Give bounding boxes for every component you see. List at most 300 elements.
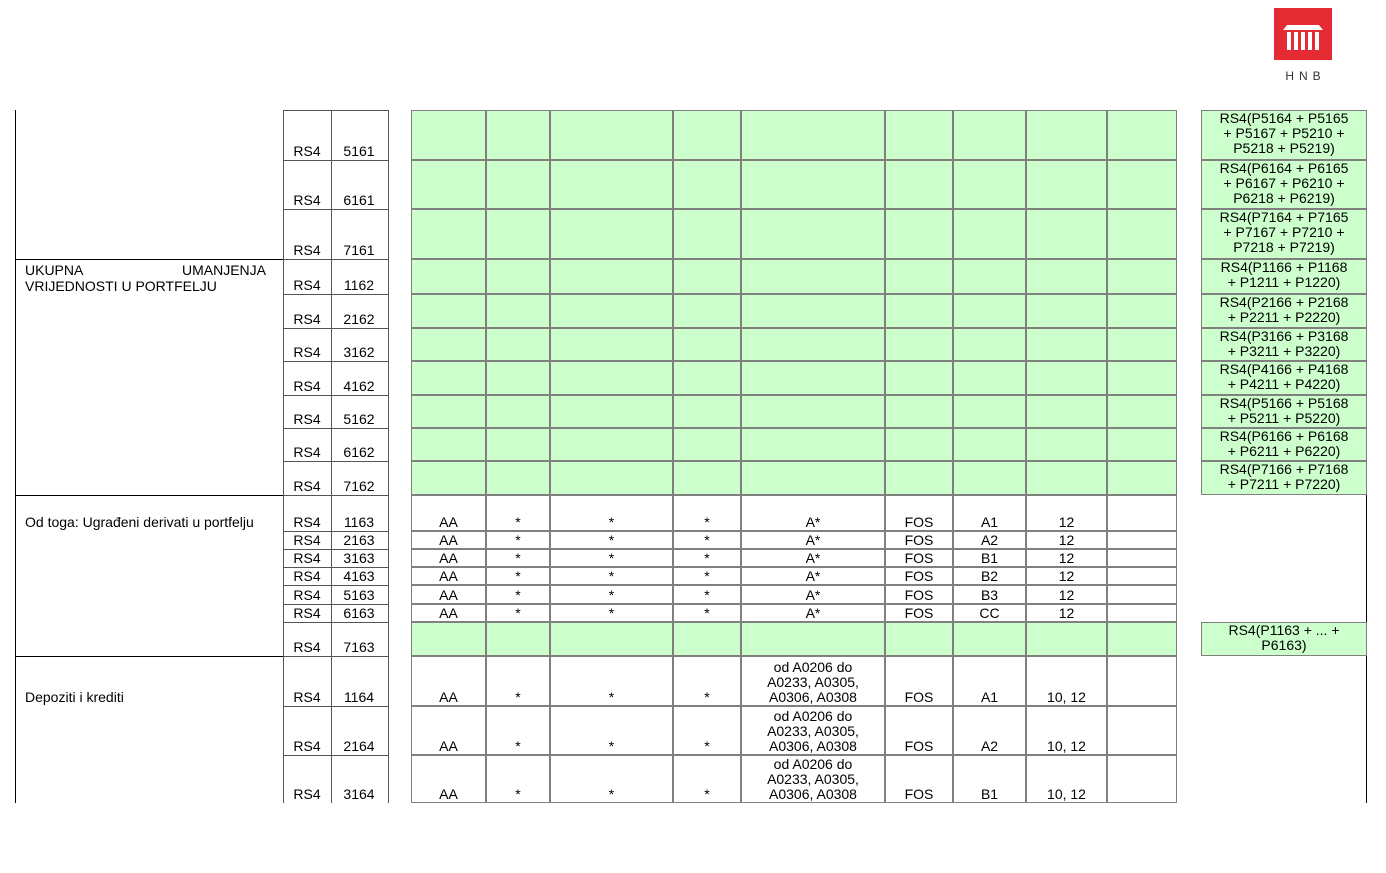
table-cell <box>741 656 885 706</box>
table-cell <box>953 209 1026 259</box>
formula-cell <box>1201 428 1367 461</box>
row-divider <box>283 209 388 210</box>
row-position-code: 3163 <box>343 550 375 566</box>
table-cell <box>411 428 486 461</box>
table-cell <box>953 328 1026 361</box>
table-cell <box>953 567 1026 585</box>
cell-value: A2 <box>980 738 999 754</box>
table-cell <box>885 706 953 755</box>
cell-value: * <box>608 689 615 705</box>
cell-value: A* <box>805 605 821 621</box>
row-rs-code: RS4 <box>293 689 321 705</box>
cell-value: * <box>704 532 710 548</box>
cell-value: AA <box>439 514 458 530</box>
row-rs-code: RS4 <box>293 277 321 293</box>
formula-text: RS4(P3166 + P3168 + P3211 + P3220) <box>1219 328 1349 359</box>
table-cell <box>486 585 550 604</box>
cell-value: * <box>704 738 710 754</box>
table-cell <box>411 567 486 585</box>
table-cell <box>550 531 673 549</box>
cell-value: * <box>704 568 710 584</box>
table-cell <box>741 495 885 531</box>
table-cell <box>741 461 885 495</box>
row-rs-code: RS4 <box>293 550 321 566</box>
table-cell <box>1026 160 1107 209</box>
table-cell <box>673 755 741 803</box>
table-cell <box>885 604 953 622</box>
formula-cell <box>1201 361 1367 395</box>
section-label: Od toga: Ugrađeni derivati u portfelju <box>25 514 254 530</box>
table-cell <box>550 294 673 328</box>
table-cell <box>673 585 741 604</box>
row-position-code: 4162 <box>343 378 375 394</box>
formula-cell <box>1201 328 1367 361</box>
table-cell <box>550 259 673 294</box>
table-cell <box>550 656 673 706</box>
table-cell <box>741 585 885 604</box>
row-rs-code: RS4 <box>293 344 321 360</box>
row-position-code: 2164 <box>343 738 375 754</box>
table-cell <box>411 259 486 294</box>
table-cell <box>741 328 885 361</box>
table-cell <box>486 328 550 361</box>
cell-value: * <box>608 605 615 621</box>
table-cell <box>885 585 953 604</box>
table-cell <box>1026 531 1107 549</box>
table-cell <box>550 461 673 495</box>
row-rs-code: RS4 <box>293 478 321 494</box>
table-cell <box>411 604 486 622</box>
cell-value: 12 <box>1058 587 1075 603</box>
row-position-code: 6162 <box>343 444 375 460</box>
table-cell <box>953 531 1026 549</box>
table-cell <box>885 395 953 428</box>
cell-value: B1 <box>980 550 999 566</box>
table-cell <box>550 567 673 585</box>
table-cell <box>411 361 486 395</box>
table-cell <box>411 461 486 495</box>
table-cell <box>1026 110 1107 160</box>
row-rs-code: RS4 <box>293 786 321 802</box>
cell-value: B2 <box>980 568 999 584</box>
cell-value: A2 <box>980 532 999 548</box>
cell-value: * <box>515 786 521 802</box>
table-cell <box>885 531 953 549</box>
table-cell <box>741 531 885 549</box>
table-cell <box>885 495 953 531</box>
cell-value: FOS <box>904 605 934 621</box>
cell-value: * <box>515 587 521 603</box>
table-cell <box>486 461 550 495</box>
formula-text: RS4(P6166 + P6168 + P6211 + P6220) <box>1219 428 1349 459</box>
table-cell <box>885 294 953 328</box>
table-cell <box>673 294 741 328</box>
cell-value: A* <box>805 550 821 566</box>
cell-value: CC <box>979 605 1000 621</box>
table-cell <box>1107 461 1177 495</box>
table-cell <box>673 706 741 755</box>
table-cell <box>1107 706 1177 755</box>
cell-value: AA <box>439 550 458 566</box>
section-divider <box>15 259 283 260</box>
table-cell <box>1026 622 1107 656</box>
logo-caption: HNB <box>1285 69 1326 83</box>
table-cell <box>673 160 741 209</box>
table-cell <box>411 656 486 706</box>
table-cell <box>486 706 550 755</box>
table-cell <box>550 428 673 461</box>
table-cell <box>953 110 1026 160</box>
formula-cell <box>1201 395 1367 428</box>
formula-text: RS4(P1166 + P1168 + P1211 + P1220) <box>1220 259 1348 290</box>
cell-value: * <box>608 738 615 754</box>
cell-value: AA <box>439 532 458 548</box>
table-cell <box>673 656 741 706</box>
table-cell <box>1026 461 1107 495</box>
table-cell <box>411 755 486 803</box>
table-cell <box>486 160 550 209</box>
table-cell <box>953 259 1026 294</box>
cell-value: * <box>515 605 521 621</box>
table-cell <box>550 549 673 567</box>
cell-value: * <box>704 689 710 705</box>
cell-value: A* <box>805 587 821 603</box>
cell-value: 10, 12 <box>1047 689 1086 705</box>
table-cell <box>673 567 741 585</box>
table-cell <box>486 259 550 294</box>
row-divider <box>283 395 388 396</box>
table-cell <box>885 160 953 209</box>
table-cell <box>550 110 673 160</box>
formula-text: RS4(P5164 + P5165 + P5167 + P5210 + P5218 + P5219) <box>1219 110 1349 156</box>
row-divider <box>283 656 388 657</box>
table-cell <box>953 160 1026 209</box>
row-position-code: 5163 <box>343 587 375 603</box>
table-cell <box>885 461 953 495</box>
table-cell <box>741 160 885 209</box>
cell-value: AA <box>439 568 458 584</box>
cell-value: * <box>515 689 521 705</box>
table-cell <box>673 604 741 622</box>
row-divider <box>283 361 388 362</box>
row-rs-code: RS4 <box>293 444 321 460</box>
row-position-code: 1162 <box>343 277 375 293</box>
table-cell <box>411 531 486 549</box>
table-cell <box>1107 549 1177 567</box>
formula-cell <box>1201 209 1367 259</box>
section-label: VRIJEDNOSTI U PORTFELJU <box>25 278 217 294</box>
table-cell <box>953 622 1026 656</box>
row-position-code: 3162 <box>343 344 375 360</box>
table-cell <box>673 549 741 567</box>
cell-value: AA <box>439 587 458 603</box>
row-position-code: 7161 <box>343 242 375 258</box>
table-cell <box>486 755 550 803</box>
cell-value: A1 <box>980 689 999 705</box>
table-cell <box>486 549 550 567</box>
cell-value: FOS <box>904 738 934 754</box>
cell-value: AA <box>439 786 458 802</box>
table-cell <box>411 706 486 755</box>
table-cell <box>1107 209 1177 259</box>
table-cell <box>885 428 953 461</box>
cell-value: * <box>515 568 521 584</box>
table-cell <box>953 495 1026 531</box>
table-cell <box>411 209 486 259</box>
cell-value: B3 <box>980 587 999 603</box>
cell-value: * <box>704 786 710 802</box>
table-cell <box>1026 328 1107 361</box>
table-cell <box>486 428 550 461</box>
table-cell <box>486 567 550 585</box>
table-cell <box>741 395 885 428</box>
cell-value: * <box>608 514 615 530</box>
table-cell <box>1107 395 1177 428</box>
row-rs-code: RS4 <box>293 568 321 584</box>
cell-value: FOS <box>904 568 934 584</box>
cell-value: * <box>608 568 615 584</box>
table-cell <box>953 361 1026 395</box>
table-cell <box>1107 531 1177 549</box>
row-divider <box>283 160 388 161</box>
table-cell <box>550 622 673 656</box>
row-position-code: 1164 <box>343 689 375 705</box>
table-cell <box>741 294 885 328</box>
cell-value: od A0206 do A0233, A0305, A0306, A0308 <box>767 708 859 754</box>
table-cell <box>885 328 953 361</box>
table-cell <box>411 110 486 160</box>
formula-text: RS4(P7164 + P7165 + P7167 + P7210 + P7218 + P7219) <box>1219 209 1349 255</box>
cell-value: * <box>515 738 521 754</box>
cell-value: A* <box>805 568 821 584</box>
table-cell <box>741 549 885 567</box>
table-cell <box>1026 755 1107 803</box>
table-cell <box>673 361 741 395</box>
table-cell <box>741 361 885 395</box>
table-cell <box>411 622 486 656</box>
row-divider <box>283 328 388 329</box>
row-position-code: 7162 <box>343 478 375 494</box>
section-label: UKUPNA <box>25 262 84 278</box>
table-cell <box>673 622 741 656</box>
table-cell <box>1026 604 1107 622</box>
table-cell <box>486 622 550 656</box>
table-cell <box>885 209 953 259</box>
row-rs-code: RS4 <box>293 192 321 208</box>
row-divider <box>283 755 388 756</box>
table-cell <box>741 604 885 622</box>
table-cell <box>1107 622 1177 656</box>
table-cell <box>1107 567 1177 585</box>
cell-value: 12 <box>1058 605 1075 621</box>
table-cell <box>953 428 1026 461</box>
table-cell <box>1107 361 1177 395</box>
cell-value: A* <box>805 532 821 548</box>
table-cell <box>1026 706 1107 755</box>
cell-value: 12 <box>1058 568 1075 584</box>
row-rs-code: RS4 <box>293 143 321 159</box>
row-position-code: 5162 <box>343 411 375 427</box>
table-cell <box>486 361 550 395</box>
table-cell <box>411 395 486 428</box>
formula-text: RS4(P5166 + P5168 + P5211 + P5220) <box>1219 395 1349 426</box>
table-cell <box>486 110 550 160</box>
table-cell <box>673 531 741 549</box>
row-rs-code: RS4 <box>293 738 321 754</box>
table-cell <box>673 328 741 361</box>
row-position-code: 4163 <box>343 568 375 584</box>
table-cell <box>1026 361 1107 395</box>
table-cell <box>1026 567 1107 585</box>
table-cell <box>1026 294 1107 328</box>
table-cell <box>411 495 486 531</box>
row-position-code: 6161 <box>343 192 375 208</box>
cell-value: 10, 12 <box>1047 786 1086 802</box>
table-cell <box>1026 259 1107 294</box>
row-rs-code: RS4 <box>293 514 321 530</box>
cell-value: FOS <box>904 689 934 705</box>
table-cell <box>673 110 741 160</box>
table-cell <box>953 604 1026 622</box>
section-divider <box>15 656 283 657</box>
formula-cell <box>1201 110 1367 160</box>
cell-value: * <box>704 587 710 603</box>
cell-value: AA <box>439 689 458 705</box>
table-cell <box>550 209 673 259</box>
cell-value: * <box>608 550 615 566</box>
row-rs-code: RS4 <box>293 378 321 394</box>
formula-text: RS4(P2166 + P2168 + P2211 + P2220) <box>1219 294 1349 325</box>
table-cell <box>885 656 953 706</box>
table-cell <box>673 495 741 531</box>
table-cell <box>1107 328 1177 361</box>
table-cell <box>885 755 953 803</box>
row-divider <box>283 110 388 111</box>
row-position-code: 3164 <box>343 786 375 802</box>
row-position-code: 1163 <box>343 514 375 530</box>
table-cell <box>550 160 673 209</box>
cell-value: * <box>704 514 710 530</box>
row-divider <box>283 428 388 429</box>
row-rs-code: RS4 <box>293 605 321 621</box>
table-left-border <box>15 110 16 803</box>
cell-value: FOS <box>904 550 934 566</box>
table-cell <box>1107 656 1177 706</box>
table-cell <box>550 328 673 361</box>
formula-text: RS4(P4166 + P4168 + P4211 + P4220) <box>1219 361 1349 392</box>
cell-value: FOS <box>904 786 934 802</box>
cell-value: 12 <box>1058 532 1075 548</box>
cell-value: FOS <box>904 532 934 548</box>
table-cell <box>1107 495 1177 531</box>
formula-text: RS4(P1163 + ... + P6163) <box>1228 622 1340 653</box>
table-cell <box>1107 585 1177 604</box>
table-cell <box>1107 259 1177 294</box>
table-cell <box>885 549 953 567</box>
table-cell <box>550 585 673 604</box>
table-cell <box>1107 428 1177 461</box>
row-divider <box>283 585 388 586</box>
table-cell <box>411 585 486 604</box>
table-cell <box>550 361 673 395</box>
table-cell <box>550 604 673 622</box>
table-cell <box>953 461 1026 495</box>
cell-value: A1 <box>980 514 999 530</box>
row-position-code: 6163 <box>343 605 375 621</box>
cell-value: 10, 12 <box>1047 738 1086 754</box>
table-cell <box>741 259 885 294</box>
cell-value: AA <box>439 605 458 621</box>
table-cell <box>550 495 673 531</box>
cell-value: B1 <box>980 786 999 802</box>
table-cell <box>1026 656 1107 706</box>
formula-cell <box>1201 294 1367 328</box>
row-rs-code: RS4 <box>293 411 321 427</box>
cell-value: * <box>515 514 521 530</box>
cell-value: 12 <box>1058 550 1075 566</box>
row-divider <box>283 461 388 462</box>
section-divider <box>15 495 283 496</box>
table-cell <box>953 294 1026 328</box>
table-cell <box>885 567 953 585</box>
cell-value: * <box>704 605 710 621</box>
row-divider <box>283 294 388 295</box>
formula-text: RS4(P6164 + P6165 + P6167 + P6210 + P6218 + P6219) <box>1219 160 1349 206</box>
formula-cell <box>1201 461 1367 495</box>
table-cell <box>673 461 741 495</box>
cell-value: * <box>608 786 615 802</box>
cell-value: A* <box>805 514 821 530</box>
row-divider <box>283 706 388 707</box>
table-cell <box>741 110 885 160</box>
table-cell <box>1026 549 1107 567</box>
cell-value: * <box>608 532 615 548</box>
table-cell <box>1107 110 1177 160</box>
table-cell <box>1107 160 1177 209</box>
table-cell <box>741 209 885 259</box>
table-cell <box>885 622 953 656</box>
table-cell <box>673 428 741 461</box>
row-divider <box>283 495 388 496</box>
formula-cell <box>1201 622 1367 656</box>
cell-value: od A0206 do A0233, A0305, A0306, A0308 <box>767 659 859 705</box>
table-cell <box>885 110 953 160</box>
row-position-code: 5161 <box>343 143 375 159</box>
cell-value: AA <box>439 738 458 754</box>
cell-value: * <box>515 532 521 548</box>
table-cell <box>486 294 550 328</box>
section-label: Depoziti i krediti <box>25 689 124 705</box>
row-rs-code: RS4 <box>293 311 321 327</box>
table-cell <box>486 209 550 259</box>
row-position-code: 2162 <box>343 311 375 327</box>
table-cell <box>486 604 550 622</box>
table-cell <box>953 755 1026 803</box>
table-cell <box>486 395 550 428</box>
table-cell <box>953 656 1026 706</box>
table-cell <box>550 755 673 803</box>
table-cell <box>411 328 486 361</box>
row-divider <box>283 622 388 623</box>
table-cell <box>953 549 1026 567</box>
table-cell <box>411 294 486 328</box>
row-rs-code: RS4 <box>293 532 321 548</box>
table-cell <box>1107 604 1177 622</box>
table-cell <box>953 585 1026 604</box>
row-divider <box>283 259 388 260</box>
table-cell <box>953 706 1026 755</box>
table-cell <box>741 567 885 585</box>
